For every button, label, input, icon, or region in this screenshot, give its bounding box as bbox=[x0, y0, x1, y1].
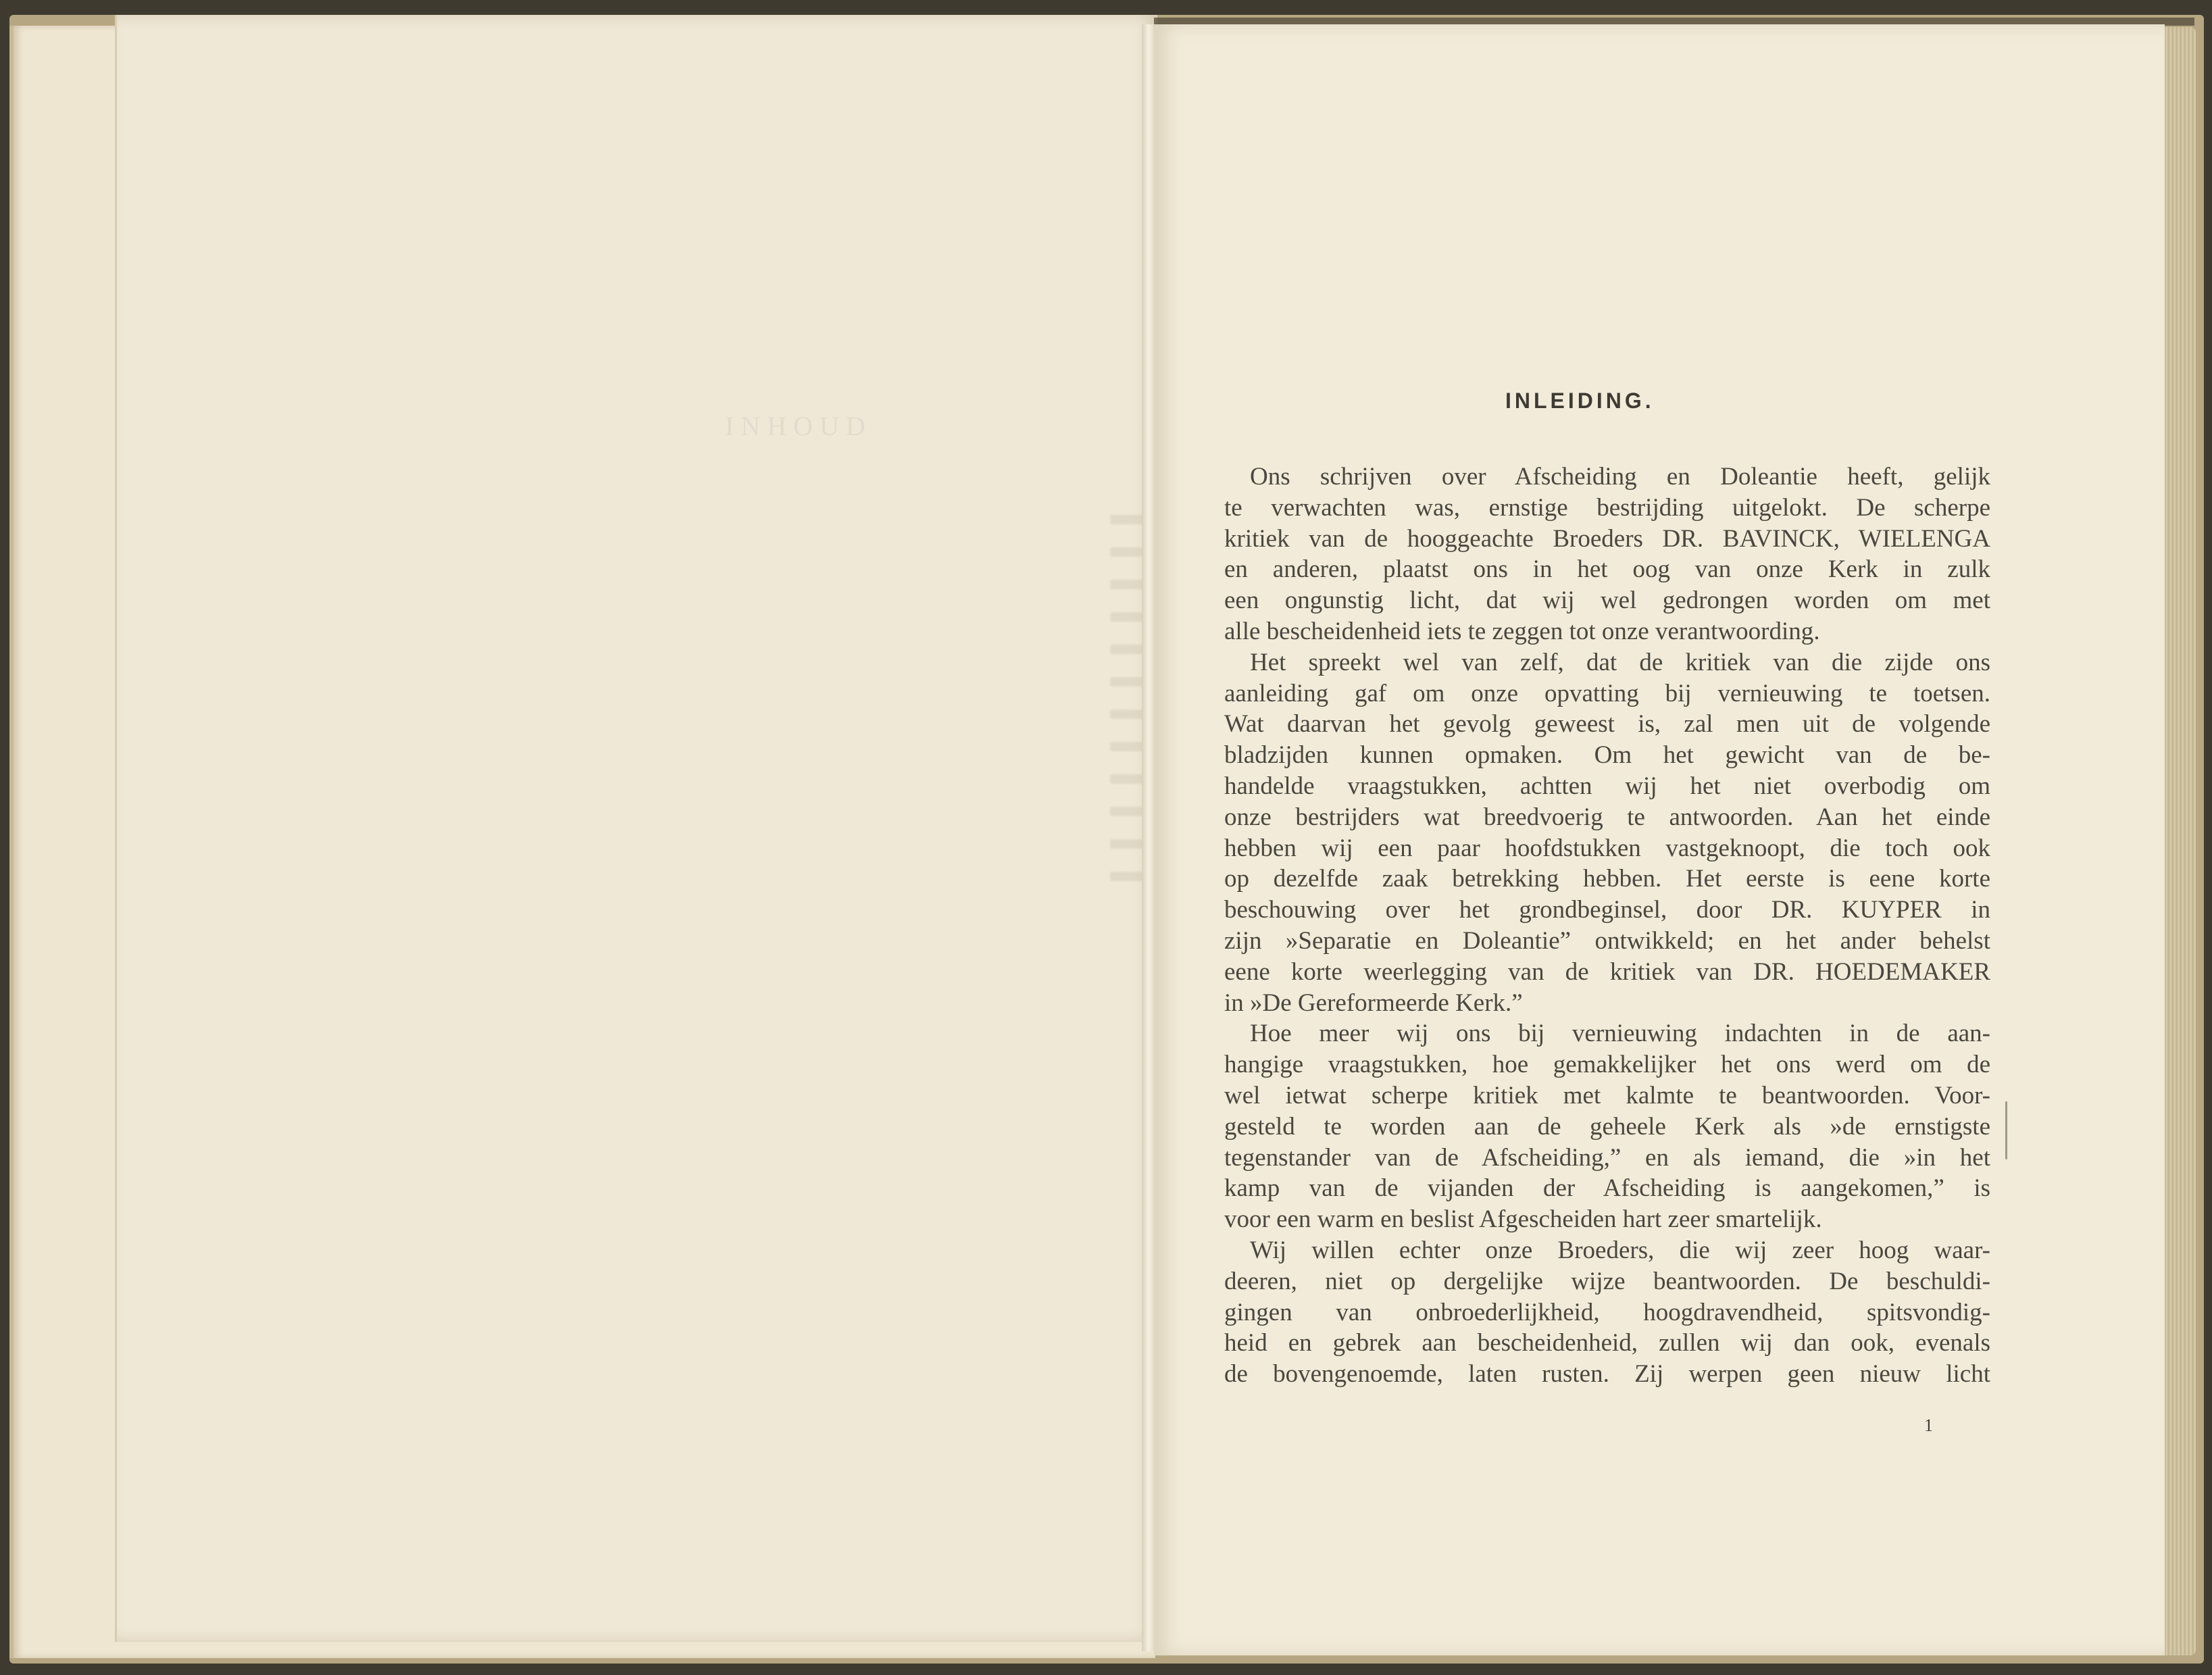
text-line: hangige vraagstukken, hoe gemakkelijker het ons werd om de bbox=[1224, 1051, 1990, 1079]
left-blank-page bbox=[115, 15, 1157, 1642]
text-line: voor een warm en beslist Afgescheiden hart zeer smartelijk. bbox=[1224, 1205, 1822, 1234]
text-line: beschouwing over het grondbeginsel, door DR. KUYPER in bbox=[1224, 896, 1990, 924]
text-line: wel ietwat scherpe kritiek met kalmte te beantwoorden. Voor- bbox=[1224, 1081, 1990, 1109]
text-line: Wij willen echter onze Broeders, die wij zeer hoog waar- bbox=[1250, 1236, 1990, 1264]
text-line: deeren, niet op dergelijke wijze beantwoorden. De beschuldi- bbox=[1224, 1267, 1990, 1295]
body-text bbox=[1224, 461, 1990, 1390]
text-line: Wat daarvan het gevolg geweest is, zal men uit de volgende bbox=[1224, 710, 1990, 739]
text-line: kamp van de vijanden der Afscheiding is aangekomen,” is bbox=[1224, 1174, 1990, 1203]
text-line: gingen van onbroederlijkheid, hoogdravendheid, spitsvondig- bbox=[1224, 1298, 1990, 1326]
text-line: Hoe meer wij ons bij vernieuwing indachten in de aan- bbox=[1250, 1020, 1990, 1048]
text-line: Ons schrijven over Afscheiding en Doleantie heeft, gelijk bbox=[1250, 463, 1990, 491]
text-line: en anderen, plaatst ons in het oog van onze Kerk in zulk bbox=[1224, 555, 1990, 584]
right-page-edges bbox=[2165, 27, 2196, 1655]
text-line: heid en gebrek aan bescheidenheid, zullen wij dan ook, evenals bbox=[1224, 1329, 1990, 1357]
text-line: bladzijden kunnen opmaken. Om het gewicht van de be- bbox=[1224, 741, 1990, 770]
text-line: in »De Gereformeerde Kerk.” bbox=[1224, 989, 1523, 1017]
chapter-heading: INLEIDING. bbox=[1505, 389, 1655, 413]
text-line: op dezelfde zaak betrekking hebben. Het eerste is eene korte bbox=[1224, 865, 1990, 893]
text-line: alle bescheidenheid iets te zeggen tot onze verantwoording. bbox=[1224, 617, 1820, 645]
text-line: zijn »Separatie en Doleantie” ontwikkeld; en het ander behelst bbox=[1224, 926, 1990, 955]
text-line: kritiek van de hooggeachte Broeders DR. BAVINCK, WIELENGA bbox=[1224, 524, 1990, 553]
page-number: 1 bbox=[1924, 1416, 1933, 1435]
text-line: gesteld te worden aan de geheele Kerk als »de ernstigste bbox=[1224, 1112, 1990, 1141]
text-line: aanleiding gaf om onze opvatting bij vernieuwing te toetsen. bbox=[1224, 679, 1990, 707]
text-line: tegenstander van de Afscheiding,” en als iemand, die »in het bbox=[1224, 1143, 1990, 1172]
text-line: onze bestrijders wat breedvoerig te antwoorden. Aan het einde bbox=[1224, 803, 1990, 831]
text-line: Het spreekt wel van zelf, dat de kritiek van die zijde ons bbox=[1250, 648, 1990, 676]
text-line: de bovengenoemde, laten rusten. Zij werpen geen nieuw licht bbox=[1224, 1360, 1990, 1389]
text-line: eene korte weerlegging van de kritiek van DR. HOEDEMAKER bbox=[1224, 957, 1990, 986]
book-gutter bbox=[1142, 24, 1154, 1651]
text-line: een ongunstig licht, dat wij wel gedrongen worden om met bbox=[1224, 586, 1990, 615]
text-line: hebben wij een paar hoofdstukken vastgeknoopt, die toch ook bbox=[1224, 834, 1990, 862]
text-line: handelde vraagstukken, achtten wij het niet overbodig om bbox=[1224, 772, 1990, 800]
show-through-title: INHOUD bbox=[725, 411, 872, 441]
text-line: te verwachten was, ernstige bestrijding uitgelokt. De scherpe bbox=[1224, 493, 1990, 522]
pencil-margin-mark bbox=[2005, 1101, 2007, 1159]
